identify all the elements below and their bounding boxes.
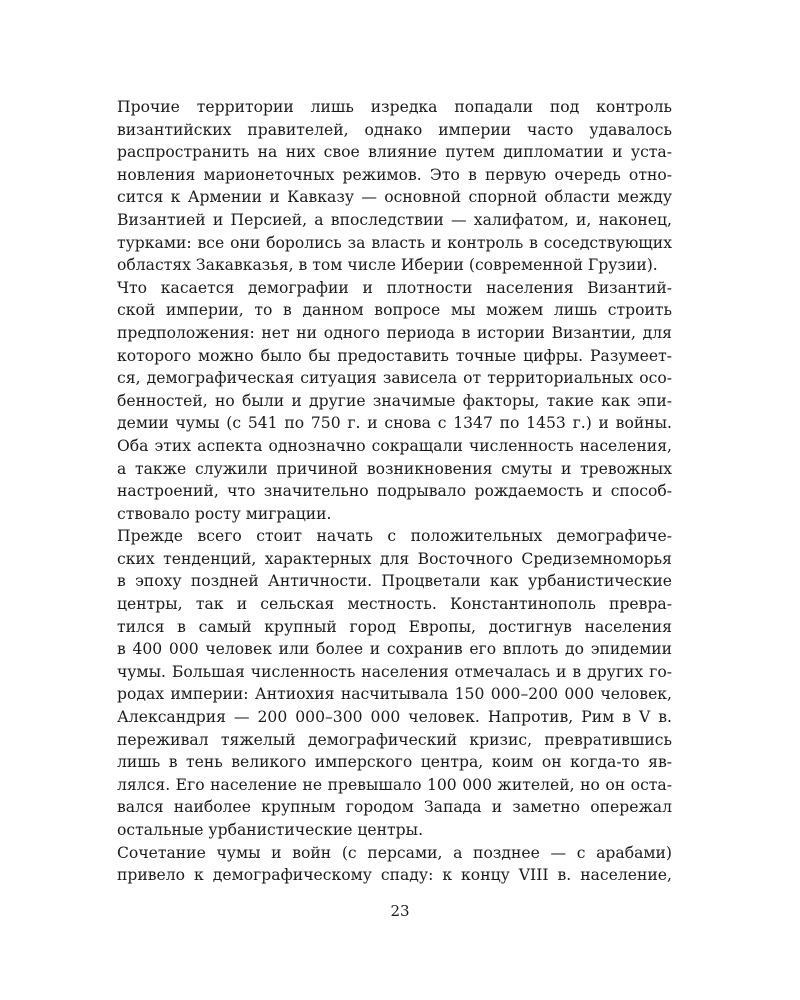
text-line: Прочие территории лишь изредка попадали под контроль [117, 98, 672, 116]
text-line: остальные урбанистические центры. [117, 821, 424, 839]
text-line: Прежде всего стоит начать с положительных демографиче- [117, 527, 672, 546]
paragraph-4 [117, 842, 672, 887]
text-line: в эпоху поздней Античности. Процветали как урбанистические [117, 572, 672, 591]
text-line: настроений, что значительно подрывало рождаемость и способ- [117, 482, 672, 501]
paragraph-2 [117, 277, 672, 526]
text-line: переживал тяжелый демографический кризис, превратившись [117, 730, 672, 749]
text-line: Что касается демографии и плотности населения Византий- [117, 278, 672, 297]
text-line: родах империи: Антиохия насчитывала 150 000–200 000 человек, [117, 685, 672, 704]
text-line: которого можно было бы предоставить точные цифры. Разумеет- [117, 346, 672, 365]
text-block [117, 96, 672, 887]
text-line: ской империи, то в данном вопросе мы можем лишь строить [117, 301, 672, 320]
text-line: тился в самый крупный город Европы, достигнув населения [117, 617, 672, 636]
text-line: предположения: нет ни одного периода в истории Византии, для [117, 323, 672, 342]
text-line: вался наиболее крупным городом Запада и заметно опережал [117, 798, 672, 817]
text-line: распространить на них свое влияние путем дипломатии и уста- [117, 143, 672, 162]
text-line: демии чумы (с 541 по 750 г. и снова с 1347 по 1453 г.) и войны. [117, 414, 672, 433]
text-line: лялся. Его население не превышало 100 000 жителей, но он оста- [117, 775, 672, 794]
text-line: Оба этих аспекта однозначно сокращали численность населения, [117, 436, 672, 455]
text-line: византийских правителей, однако империи часто удавалось [117, 120, 672, 139]
text-line: ся, демографическая ситуация зависела от территориальных осо- [117, 369, 672, 388]
text-line: Александрия — 200 000–300 000 человек. Напротив, Рим в V в. [117, 708, 672, 727]
text-line: лишь в тень великого имперского центра, коим он когда-то яв- [117, 753, 672, 772]
text-line: чумы. Большая численность населения отмечалась и в других го- [117, 662, 672, 681]
text-line: ствовало росту миграции. [117, 504, 332, 523]
text-line: турками: все они боролись за власть и контроль в соседствующих [117, 233, 672, 252]
text-line: новления марионеточных режимов. Это в первую очередь отно- [117, 165, 672, 184]
text-line: Византией и Персией, а впоследствии — халифатом, и, наконец, [117, 210, 672, 229]
text-line: а также служили причиной возникновения смуты и тревожных [117, 459, 672, 478]
text-line: центры, так и сельская местность. Константинополь превра- [117, 595, 672, 614]
text-line: сится к Армении и Кавказу — основной спорной области между [117, 188, 672, 207]
text-line: в 400 000 человек или более и сохранив его вплоть до эпидемии [117, 640, 672, 659]
text-line: бенностей, но были и другие значимые факторы, такие как эпи- [117, 391, 672, 410]
text-line: Сочетание чумы и войн (с персами, а позднее — с арабами) [117, 843, 672, 862]
text-line: ских тенденций, характерных для Восточного Средиземноморья [117, 549, 672, 568]
page-number: 23 [390, 902, 410, 920]
paragraph-3 [117, 525, 672, 841]
text-line: областях Закавказья, в том числе Иберии (современной Грузии). [117, 256, 658, 275]
text-line: привело к демографическому спаду: к концу VIII в. население, [117, 866, 672, 885]
paragraph-1 [117, 96, 672, 277]
